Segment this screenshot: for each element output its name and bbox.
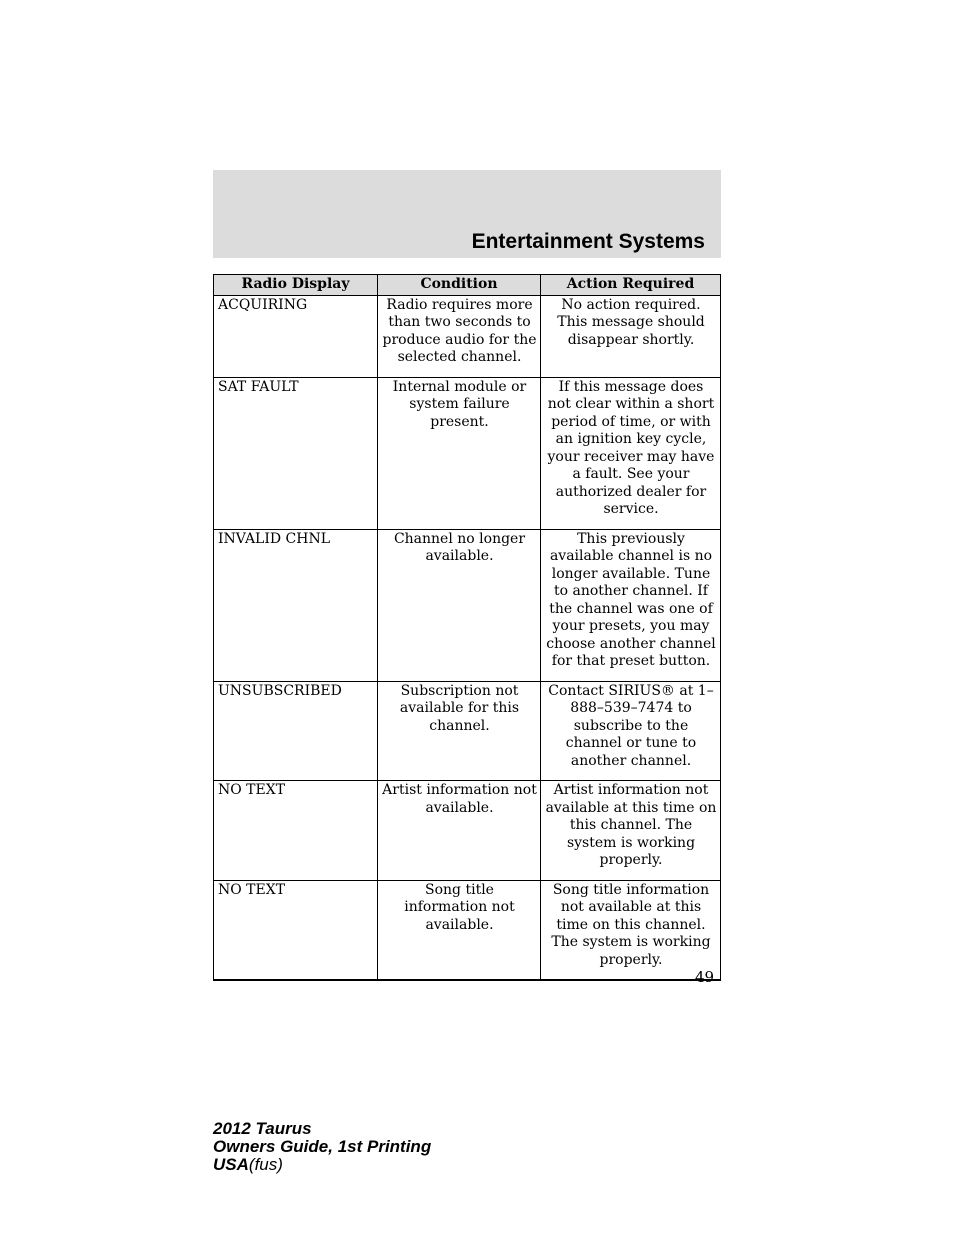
cell-radio-display: SAT FAULT: [214, 377, 378, 529]
cell-action-required: If this message does not clear within a short period of time, or with an ignition key cycle, your receiver may have a fault. See your authorized dealer for service.: [541, 377, 721, 529]
table-row: [214, 377, 721, 529]
footer-region: [213, 1156, 431, 1174]
cell-action-required: Contact SIRIUS® at 1–888–539–7474 to subscribe to the channel or tune to another channel.: [541, 681, 721, 781]
page-number: 49: [695, 968, 715, 986]
cell-radio-display: INVALID CHNL: [214, 529, 378, 681]
cell-condition: Internal module or system failure present.: [378, 377, 541, 529]
cell-radio-display: NO TEXT: [214, 781, 378, 881]
footer-region-main: USA: [213, 1155, 249, 1174]
cell-condition: Radio requires more than two seconds to produce audio for the selected channel.: [378, 295, 541, 377]
cell-action-required: Artist information not available at this time on this channel. The system is working properly.: [541, 781, 721, 881]
cell-action-required: No action required. This message should disappear shortly.: [541, 295, 721, 377]
cell-radio-display: ACQUIRING: [214, 295, 378, 377]
cell-radio-display: UNSUBSCRIBED: [214, 681, 378, 781]
table-row: [214, 529, 721, 681]
cell-condition: Channel no longer available.: [378, 529, 541, 681]
footer-edition: Owners Guide, 1st Printing: [213, 1137, 432, 1156]
cell-action-required: This previously available channel is no longer available. Tune to another channel. If the channel was one of your presets, you may choose another channel for that preset button.: [541, 529, 721, 681]
cell-condition: Artist information not available.: [378, 781, 541, 881]
column-header-radio-display: Radio Display: [214, 275, 378, 296]
table-row: [214, 295, 721, 377]
footer-region-code: (fus): [248, 1155, 283, 1174]
table-row: [214, 781, 721, 881]
cell-action-required: Song title information not available at this time on this channel. The system is working properly.: [541, 880, 721, 980]
radio-display-table: [213, 274, 721, 981]
table-header-row: [214, 275, 721, 296]
column-header-condition: Condition: [378, 275, 541, 296]
column-header-action-required: Action Required: [541, 275, 721, 296]
cell-condition: Song title information not available.: [378, 880, 541, 980]
footer-model: 2012 Taurus: [213, 1119, 312, 1138]
print-footer: [213, 1120, 431, 1174]
table-row: [214, 681, 721, 781]
header-band: [213, 170, 721, 258]
cell-condition: Subscription not available for this channel.: [378, 681, 541, 781]
table-row: [214, 880, 721, 980]
section-title: Entertainment Systems: [471, 230, 705, 253]
cell-radio-display: NO TEXT: [214, 880, 378, 980]
